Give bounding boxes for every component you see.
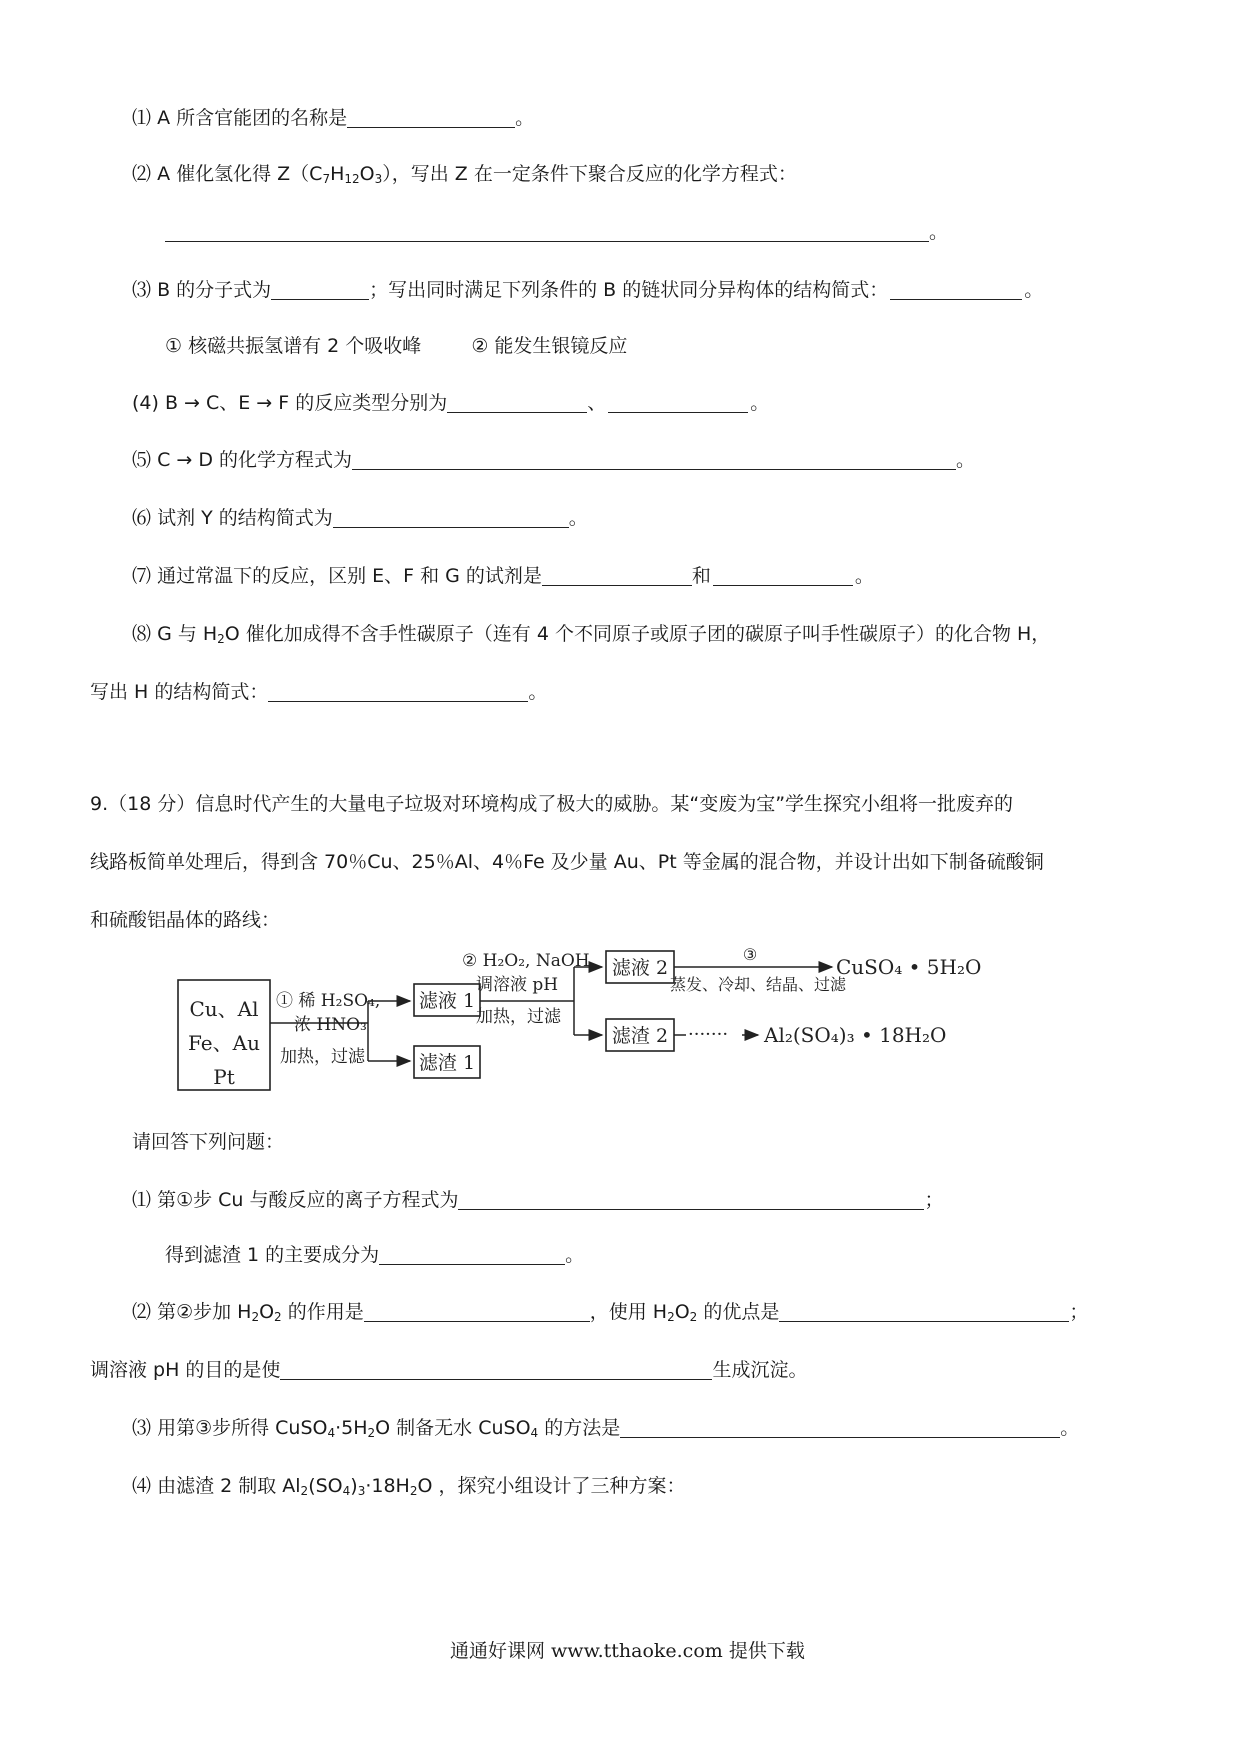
q8-part4: (4) B → C、E → F 的反应类型分别为 、 。: [132, 392, 770, 414]
answer-blank[interactable]: [352, 449, 956, 470]
product-copper-sulfate: CuSO₄ • 5H₂O: [836, 955, 982, 979]
condition-2: ② 能发生银镜反应: [471, 335, 628, 357]
condition-1: ① 核磁共振氢谱有 2 个吸收峰: [165, 335, 422, 357]
process-flow-diagram: [170, 944, 1090, 1094]
step2-reagent: ② H₂O₂, NaOH: [462, 951, 590, 971]
q9-part2: ⑵ 第②步加 $H_2O_2$ 的作用是 ，使用 $H_2O_2$ 的优点是 ；: [132, 1301, 1089, 1324]
answer-blank[interactable]: [608, 392, 748, 413]
answer-blank[interactable]: [333, 507, 569, 528]
q9-part4: ⑷ 由滤渣 2 制取 $Al_2(SO_4)_3\cdot 18H_2O$ ，探究小组设计了三种方案：: [132, 1475, 686, 1498]
answer-blank[interactable]: [713, 565, 853, 586]
q8-part5: ⑸ C → D 的化学方程式为 。: [132, 449, 976, 471]
q9-intro-line1: 9.（18 分）信息时代产生的大量电子垃圾对环境构成了极大的威胁。某“变废为宝”学生探究小组将一批废弃的: [90, 793, 1014, 815]
answer-blank[interactable]: [347, 107, 515, 128]
q9-part1: ⑴ 第①步 Cu 与酸反应的离子方程式为 ；: [132, 1189, 944, 1211]
answer-blank[interactable]: [542, 565, 692, 586]
answer-blank[interactable]: [280, 1359, 712, 1380]
filtrate1-label: 滤液 1: [418, 990, 476, 1012]
answer-blank[interactable]: [447, 392, 587, 413]
residue2-label: 滤渣 2: [611, 1025, 669, 1047]
answer-blank[interactable]: [890, 279, 1022, 300]
step3-condition: 蒸发、冷却、结晶、过滤: [669, 975, 847, 994]
q8-part8: ⑻ G 与 $H_2O$ 催化加成得不含手性碳原子（连有 4 个不同原子或原子团的碳原子叫手性碳原子）的化合物 H，: [132, 623, 1051, 646]
answer-blank[interactable]: [779, 1301, 1069, 1322]
answer-blank[interactable]: [271, 279, 369, 300]
page-footer: 通通好课网 www.tthaoke.com 提供下载: [450, 1640, 805, 1662]
q9-part2-line2: 调溶液 pH 的目的是使 生成沉淀。: [90, 1359, 808, 1381]
q8-part2-answer-line: 。: [165, 220, 948, 244]
q9-prompt: 请回答下列问题：: [132, 1131, 285, 1153]
q8-part2: ⑵ A 催化氢化得 $Z(C_7H_{12}O_3)$，写出 Z 在一定条件下聚合反应的化学方程式：: [132, 163, 797, 186]
q8-part3: ⑶ B 的分子式为 ；写出同时满足下列条件的 B 的链状同分异构体的结构简式： 。: [132, 279, 1044, 301]
q8-part8-line2: 写出 H 的结构简式： 。: [90, 681, 548, 703]
product-aluminum-sulfate: Al₂(SO₄)₃ • 18H₂O: [764, 1023, 947, 1047]
q8-part3-conditions: [165, 334, 627, 358]
answer-blank[interactable]: [458, 1189, 924, 1210]
step1-condition: 加热，过滤: [280, 1047, 365, 1067]
residue1-label: 滤渣 1: [418, 1052, 476, 1074]
answer-blank[interactable]: [165, 221, 929, 242]
step1-reagent: ① 稀 H₂SO₄,: [276, 991, 381, 1011]
step1-reagent-2: 浓 HNO₃: [294, 1015, 367, 1035]
step3-number: ③: [742, 945, 758, 964]
start-label-1: Cu、Al: [189, 997, 259, 1021]
answer-blank[interactable]: [620, 1417, 1060, 1438]
filtrate2-label: 滤液 2: [611, 957, 669, 979]
q9-intro-line3: 和硫酸铝晶体的路线：: [90, 909, 281, 931]
step2-condition: 加热，过滤: [476, 1007, 561, 1027]
answer-blank[interactable]: [268, 681, 528, 702]
q9-part1-line2: 得到滤渣 1 的主要成分为 。: [165, 1244, 585, 1266]
answer-blank[interactable]: [364, 1301, 590, 1322]
q8-part6: ⑹ 试剂 Y 的结构简式为 。: [132, 507, 588, 529]
dotted-arrow: ·······: [688, 1024, 729, 1045]
q8-part7: ⑺ 通过常温下的反应，区别 E、F 和 G 的试剂是 和 。: [132, 565, 874, 587]
q9-part3: ⑶ 用第③步所得 $CuSO_4\cdot 5H_2O$ 制备无水 CuSO$_4$ 的方法是 。: [132, 1417, 1080, 1440]
answer-blank[interactable]: [379, 1244, 565, 1265]
q8-part1: ⑴ A 所含官能团的名称是 。: [132, 107, 535, 129]
step2-ph: 调溶液 pH: [476, 975, 559, 995]
start-label-3: Pt: [213, 1065, 235, 1089]
q9-intro-line2: 线路板简单处理后，得到含 70％Cu、25％Al、4％Fe 及少量 Au、Pt 等金属的混合物，并设计出如下制备硫酸铜: [90, 851, 1044, 873]
start-label-2: Fe、Au: [188, 1031, 260, 1055]
